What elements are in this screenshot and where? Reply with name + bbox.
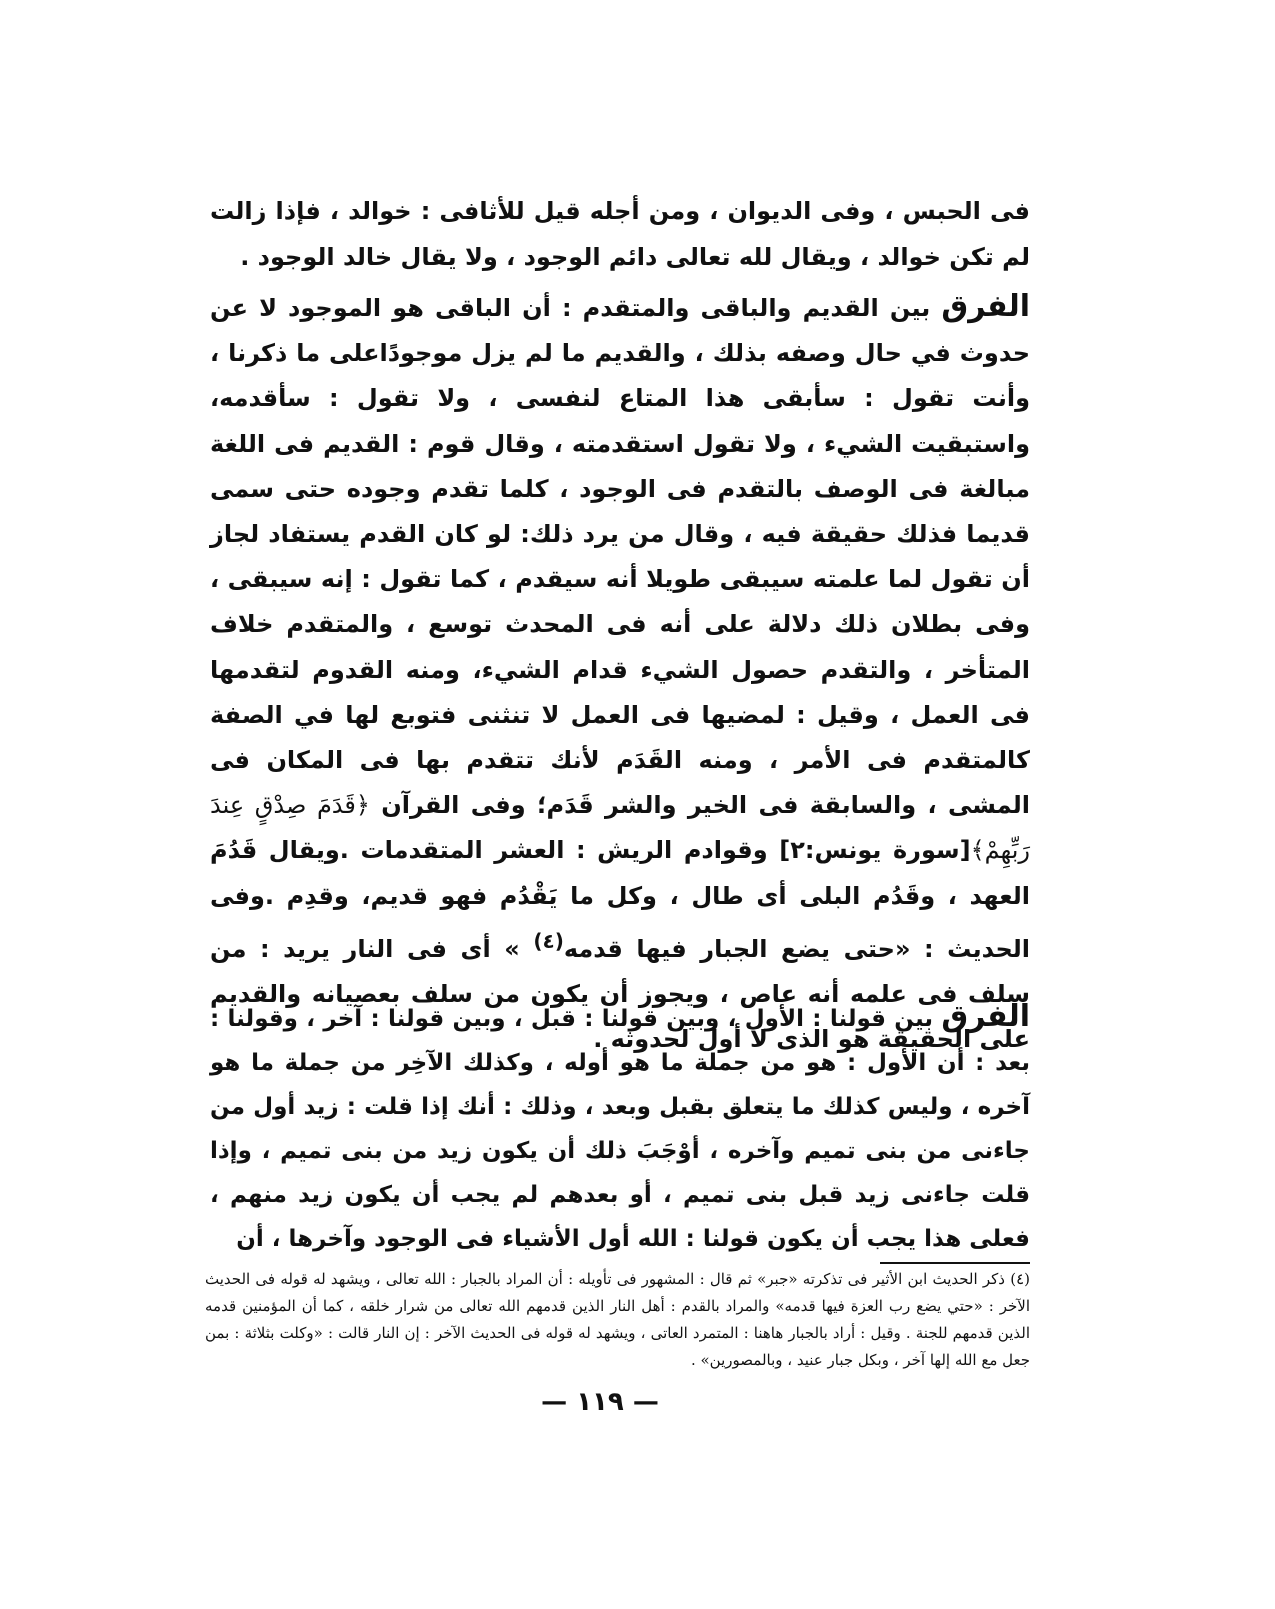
quran-quote: ﴿قَدَمَ صِدْقٍ عِندَ رَبِّهِمْ﴾ — [210, 791, 1030, 865]
section-qadim-baqi — [210, 284, 1030, 1062]
footnote-reference: (٤) — [533, 928, 564, 953]
section-body-part-a: أن الباقى هو الموجود لا عن حدوث في حال وصفه بذلك ، والقديم ما لم يزل موجودًاعلى ما ذكرنا ، وأنت تقول : سأبقى هذا المتاع لنفسى ، ولا تقول : سأقدمه، واستبقيت الشيء ، ولا تقول استقدمته ، وقال قوم : القديم فى اللغة مبالغة فى الوصف بالتقدم فى الوجود ، كلما تقدم وجوده حتى سمى قديما فذلك حقيقة فيه ، وقال من يرد ذلك: لو كان القدم يستفاد لجاز أن تقول لما علمته سيبقى طويلا أنه سيقدم ، كما تقول : إنه سيبقى ، وفى بطلان ذلك دلالة على أنه فى المحدث توسع ، والمتقدم خلاف المتأخر ، والتقدم حصول الشيء قدام الشيء، ومنه القدوم لتقدمها فى العمل ، وقيل : لمضيها فى العمل لا تنثنى فتوبع لها في الصفة كالمتقدم فى الأمر ، ومنه القَدَم لأنك تتقدم بها فى المكان فى المشى ، والسابقة فى الخير والشر قَدَم؛ وفى القرآن — [210, 294, 1030, 820]
section-body-part-c: » أى فى النار يريد : من سلف فى علمه أنه عاص ، ويجوز أن يكون من سلف بعصيانه والقديم على الحقيقة هو الذى لا أول لحدوثه . — [210, 934, 1030, 1054]
footnote-divider — [880, 1262, 1030, 1264]
section-heading-rest: بين القديم والباقى والمتقدم : — [550, 294, 942, 322]
section-body-part-b: [سورة يونس:٢] وقوادم الريش : العشر المتقدمات .ويقال قَدُمَ العهد ، وقَدُم البلى أى طال ، وكل ما يَقْدُم فهو قديم، وقدِم .وفى الحديث : «حتى يضع الجبار فيها قدمه — [210, 836, 1031, 963]
footnote: (٤) ذكر الحديث ابن الأثير فى تذكرته «جبر» ثم قال : المشهور فى تأويله : أن المراد بالجبار : الله تعالى ، ويشهد له قوله فى الحديث الآخر : «حتي يضع رب العزة فيها قدمه» والمراد بالقدم : أهل النار الذين قدمهم الله تعالى من شرار خلقه ، كما أن المؤمنين قدمه الذين قدمهم للجنة . وقيل : أراد بالجبار هاهنا : المتمرد العاتى ، ويشهد له قوله فى الحديث الآخر : إن النار قالت : «وكلت بثلاثة : بمن جعل مع الله إلها آخر ، وبكل جبار عنيد ، وبالمصورين» . — [205, 1270, 1030, 1369]
top-paragraph: فى الحبس ، وفى الديوان ، ومن أجله قيل للأثافى : خوالد ، فإذا زالت لم تكن خوالد ، ويقال لله تعالى دائم الوجود ، ولا يقال خالد الوجود . — [210, 197, 1030, 271]
section-body: أن الأول : هو من جملة ما هو أوله ، وكذلك الآخِر من جملة ما هو آخره ، وليس كذلك ما يتعلق بقبل وبعد ، وذلك : أنك إذا قلت : زيد أول من جاءنى من بنى تميم وآخره ، أوْجَبَ ذلك أن يكون زيد من بنى تميم ، وإذا قلت جاءنى زيد قبل بنى تميم ، أو بعدهم لم يجب أن يكون زيد منهم ، فعلى هذا يجب أن يكون قولنا : الله أول الأشياء فى الوجود وآخرها ، أن — [210, 1050, 1030, 1252]
section-heading-word: الفرق — [941, 999, 1030, 1034]
section-awwal-qabl — [210, 995, 1030, 1261]
section-heading-rest: بين قولنا : الأول ، وبين قولنا : قبل ، وبين قولنا : آخر ، وقولنا : بعد : — [210, 1006, 1030, 1076]
page-number: — ١١٩ — — [541, 1387, 659, 1417]
section-heading-word: الفرق — [941, 289, 1031, 324]
